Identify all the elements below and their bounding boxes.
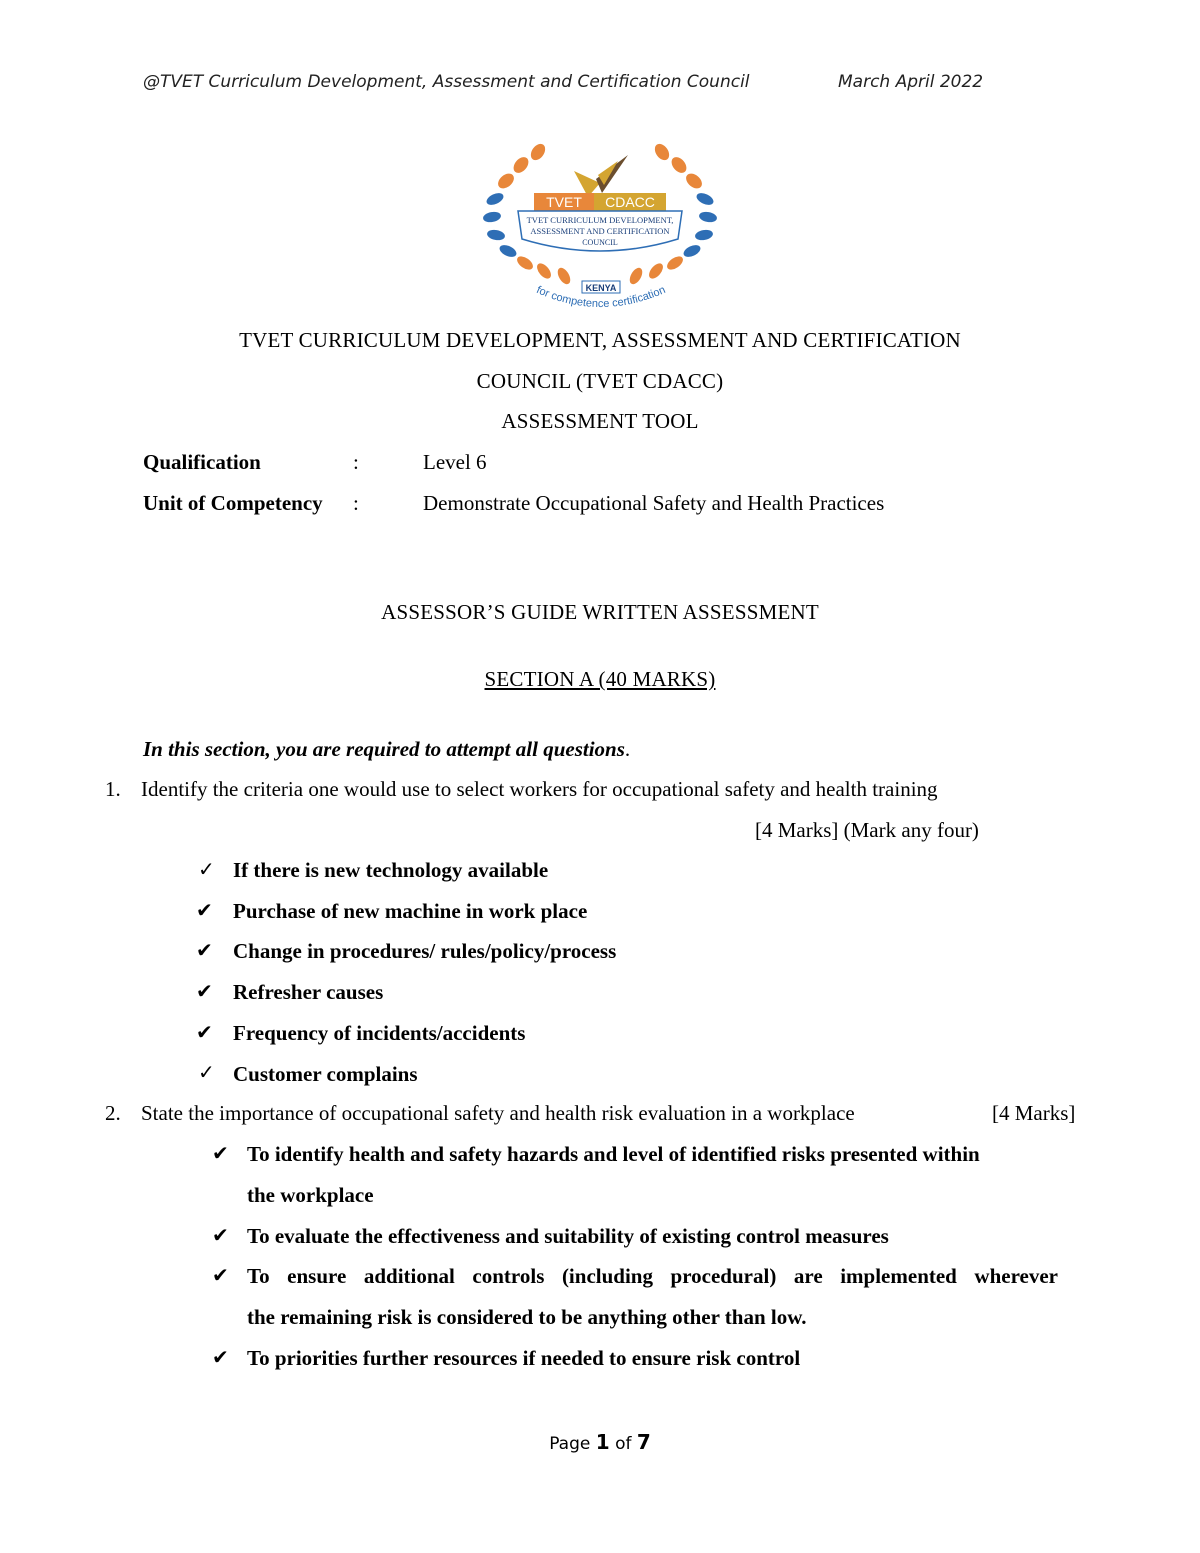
svg-text:KENYA: KENYA <box>585 283 617 293</box>
question-marks: [4 Marks] (Mark any four) <box>755 818 979 842</box>
svg-text:COUNCIL: COUNCIL <box>582 238 618 247</box>
svg-text:TVET: TVET <box>546 194 582 210</box>
torch-icon <box>574 155 628 197</box>
answer-item: To ensure additional controls (including procedural) are implemented wherever <box>247 1264 1058 1288</box>
check-icon: ✔ <box>196 898 213 922</box>
svg-text:CDACC: CDACC <box>605 194 655 210</box>
assessment-tool-title: ASSESSMENT TOOL <box>501 409 699 433</box>
check-icon: ✔ <box>196 1020 213 1044</box>
check-icon: ✔ <box>196 938 213 962</box>
tvet-cdacc-logo <box>478 135 722 315</box>
guide-title: ASSESSOR’S GUIDE WRITTEN ASSESSMENT <box>381 600 819 624</box>
check-icon: ✓ <box>198 1060 215 1084</box>
answer-item: Refresher causes <box>233 980 384 1004</box>
check-icon: ✔ <box>212 1141 229 1165</box>
unit-value: Demonstrate Occupational Safety and Health Practices <box>423 491 885 515</box>
svg-text:for competence certification: for competence certification <box>534 283 668 311</box>
svg-text:TVET CURRICULUM DEVELOPMENT,: TVET CURRICULUM DEVELOPMENT, <box>526 215 674 225</box>
unit-label: Unit of Competency <box>143 491 323 515</box>
answer-item: Frequency of incidents/accidents <box>233 1021 526 1045</box>
council-title-line1: TVET CURRICULUM DEVELOPMENT, ASSESSMENT AND CERTIFICATION <box>239 328 961 352</box>
qualification-value: Level 6 <box>423 450 487 474</box>
council-title-line2: COUNCIL (TVET CDACC) <box>476 369 724 393</box>
page-number: Page 1 of 7 <box>549 1430 651 1454</box>
question-number: 2. <box>105 1101 121 1125</box>
answer-item: Customer complains <box>233 1062 418 1086</box>
check-icon: ✔ <box>196 979 213 1003</box>
svg-text:ASSESSMENT AND CERTIFICATION: ASSESSMENT AND CERTIFICATION <box>530 226 670 236</box>
qualification-separator: : <box>353 450 359 474</box>
answer-item: To identify health and safety hazards and level of identified risks presented within <box>247 1142 980 1166</box>
answer-item: Purchase of new machine in work place <box>233 899 588 923</box>
check-icon: ✔ <box>212 1263 229 1287</box>
question-marks: [4 Marks] <box>992 1101 1076 1125</box>
running-header-date: March April 2022 <box>838 72 984 92</box>
question-text: State the importance of occupational safety and health risk evaluation in a workplace <box>141 1101 855 1125</box>
question-number: 1. <box>105 777 121 801</box>
check-icon: ✔ <box>212 1223 229 1247</box>
answer-item-continued: the workplace <box>247 1183 374 1207</box>
section-title: SECTION A (40 MARKS) <box>484 667 716 691</box>
qualification-label: Qualification <box>143 450 261 474</box>
answer-item: Change in procedures/ rules/policy/process <box>233 939 617 963</box>
unit-separator: : <box>353 491 359 515</box>
answer-item: To evaluate the effectiveness and suitability of existing control measures <box>247 1224 889 1248</box>
running-header-left: @TVET Curriculum Development, Assessment and Certification Council <box>143 72 750 92</box>
check-icon: ✔ <box>212 1345 229 1369</box>
section-instruction: In this section, you are required to attempt all questions. <box>143 737 631 761</box>
answer-item-continued: the remaining risk is considered to be anything other than low. <box>247 1305 807 1329</box>
answer-item: To priorities further resources if needed to ensure risk control <box>247 1346 801 1370</box>
answer-item: If there is new technology available <box>233 858 549 882</box>
check-icon: ✓ <box>198 857 215 881</box>
question-text: Identify the criteria one would use to select workers for occupational safety and health training <box>141 777 938 801</box>
